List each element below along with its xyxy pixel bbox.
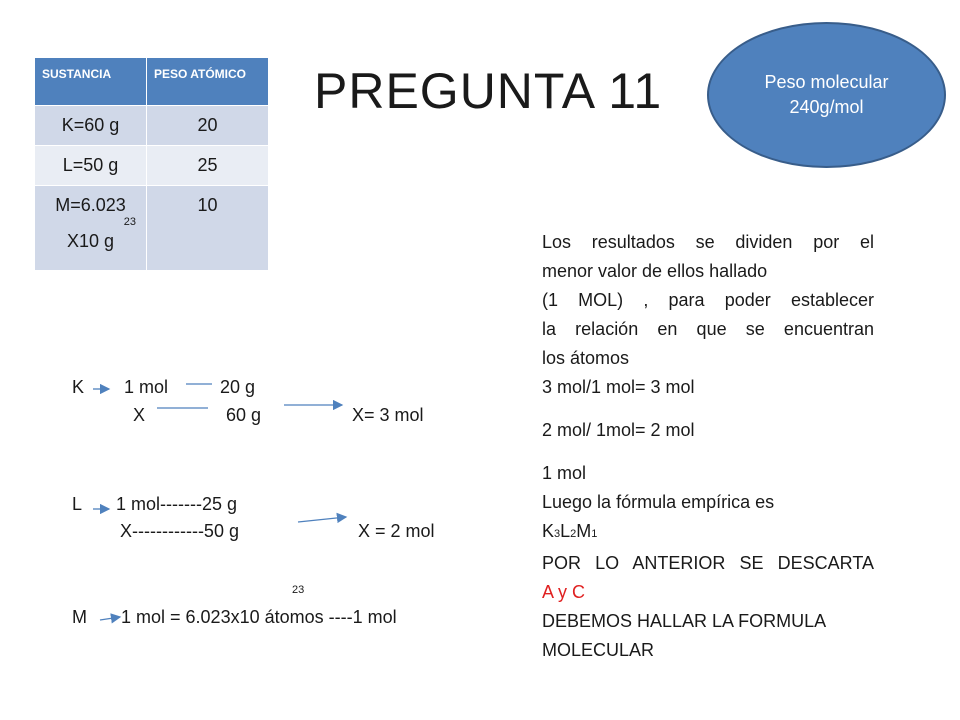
cell-sustancia-bottom: X10 g <box>66 231 115 251</box>
cell-sustancia-exponent: 23 <box>123 216 136 228</box>
discarded-options: A y C <box>542 582 586 602</box>
m-small-arrow <box>100 617 120 620</box>
cell-sustancia: L=50 g <box>35 146 147 186</box>
explanation-line: 2 mol/ 1mol= 2 mol <box>542 420 695 440</box>
k-label: K <box>72 377 85 397</box>
explanation-line: 1 mol <box>542 463 587 483</box>
explanation-text <box>542 228 874 665</box>
header-sustancia: SUSTANCIA <box>35 58 147 106</box>
cell-sustancia-top: M=6.023 <box>55 195 126 215</box>
explanation-line: Los resultados se dividen por el <box>542 232 874 252</box>
explanation-line: la relación en que se encuentran <box>542 319 874 339</box>
explanation-line: DEBEMOS HALLAR LA FORMULA <box>542 611 827 631</box>
explanation-line: Luego la fórmula empírica es <box>542 492 775 512</box>
formula-m-sub: 1 <box>591 528 598 540</box>
formula-k-sub: 3 <box>554 528 561 540</box>
m-line: 1 mol = 6.023x10 átomos ----1 mol <box>121 607 397 627</box>
page-title: PREGUNTA 11 <box>314 63 663 119</box>
cell-peso-value: 10 <box>197 195 218 215</box>
empirical-formula <box>542 517 874 549</box>
explanation-line: los átomos <box>542 348 630 368</box>
cell-peso: 25 <box>147 146 269 186</box>
l-result-arrow <box>298 517 346 522</box>
l-one-mol: 1 mol-------25 g <box>116 494 238 514</box>
k-given-mass: 60 g <box>226 405 262 425</box>
m-label: M <box>72 607 87 627</box>
cell-sustancia: K=60 g <box>35 106 147 146</box>
explanation-line: MOLECULAR <box>542 640 655 660</box>
explanation-line: POR LO ANTERIOR SE DESCARTA <box>542 553 874 573</box>
oval-line2: 240g/mol <box>789 97 864 117</box>
explanation-line: 3 mol/1 mol= 3 mol <box>542 377 695 397</box>
k-mass: 20 g <box>220 377 256 397</box>
m-exponent: 23 <box>292 584 305 596</box>
k-one-mol: 1 mol <box>124 377 169 397</box>
formula-m: M <box>576 521 592 541</box>
k-x: X <box>133 405 146 425</box>
l-result: X = 2 mol <box>358 521 435 541</box>
l-label: L <box>72 494 83 514</box>
header-peso-atomico: PESO ATÓMICO <box>147 58 269 106</box>
explanation-line: menor valor de ellos hallado <box>542 261 768 281</box>
formula-l: L <box>560 521 571 541</box>
k-result: X= 3 mol <box>352 405 424 425</box>
formula-k: K <box>542 521 555 541</box>
explanation-line: (1 MOL) , para poder establecer <box>542 290 874 310</box>
cell-peso: 20 <box>147 106 269 146</box>
oval-line1: Peso molecular <box>764 72 889 92</box>
formula-l-sub: 2 <box>570 528 577 540</box>
l-x: X------------50 g <box>120 521 239 541</box>
